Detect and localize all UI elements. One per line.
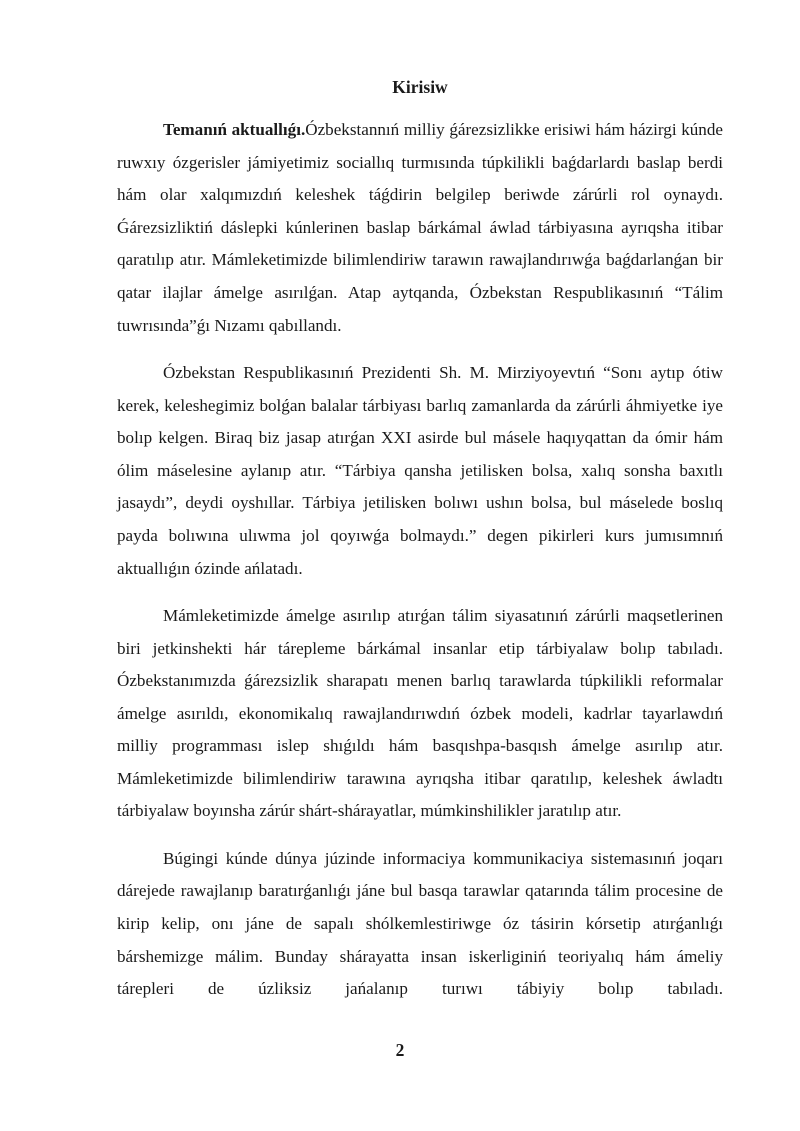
paragraph-text: Ózbekstan Respublikasınıń Prezidenti Sh. M. Mirziyoyevtıń “Sonı aytıp ótiw kerek, keleshegimiz bolǵan balalar tárbiyası barlıq zamanlarda da zárúrli áhmiyetke iye bolıp kelgen. Biraq biz jasap atırǵan XXI asirde bul másele haqıyqattan da ómir hám ólim máselesine aylanıp atır. “Tárbiya qansha jetilisken bolsa, xalıq sonsha baxıtlı jasaydı”, deydi oyshıllar. Tárbiya jetilisken bolıwı ushın bolsa, bul máselede boslıq payda bolıwına ulıwma jol qoyıwǵa bolmaydı.” degen pikirleri kurs jumısımnıń aktuallıǵın ózinde ańlatadı.	[117, 362, 723, 578]
paragraph-president-quote	[117, 357, 723, 585]
paragraph-topic-relevance	[117, 114, 723, 342]
section-heading: Kirisiw	[392, 77, 448, 97]
paragraph-text: Mámleketimizde ámelge asırılıp atırǵan tálim siyasatınıń zárúrli maqsetlerinen biri jetkinshekti hár tárepleme bárkámal insanlar etip tárbiyalaw bolıp tabıladı. Ózbekstanımızda ǵárezsizlik sharapatı menen barlıq tarawlarda túpkilikli reformalar ámelge asırıldı, ekonomikalıq rawajlandırıwdıń ózbek modeli, kadrlar tayarlawdıń milliy programması islep shıǵıldı hám basqıshpa-basqısh ámelge asırılıp atır. Mámleketimizde bilimlendiriw tarawına ayrıqsha itibar qaratılıp, keleshek áwladtı tárbiyalaw boyınsha zárúr shárt-shárayatlar, múmkinshilikler jaratılıp atır.	[117, 605, 723, 821]
page-number: 2	[395, 1040, 405, 1060]
paragraph-text: Búgingi kúnde dúnya júzinde informaciya kommunikaciya sistemasınıń joqarı dárejede rawajlanıp baratırǵanlıǵı jáne bul basqa tarawlar qatarında tálim procesine de kirip kelip, onı jáne de sapalı shólkemlestiriwge óz tásirin kórsetip atırǵanlıǵı bárshemizge málim. Bunday shárayatta insan iskerliginiń teoriyalıq hám ámeliy tárepleri de úzliksiz jańalanıp turıwı tábiyiy bolıp tabıladı.	[117, 848, 723, 999]
document-page	[117, 70, 723, 1006]
paragraph-text: Ózbekstannıń milliy ǵárezsizlikke erisiwi hám házirgi kúnde ruwxıy ózgerisler jámiyetimiz sociallıq turmısında túpkilikli baǵdarlardı baslap berdi hám olar xalqımızdıń keleshek táǵdirin belgilep beriwde zárúrli rol oynaydı. Ǵárezsizliktiń dáslepki kúnlerinen baslap bárkámal áwlad tárbiyasına ayrıqsha itibar qaratılıp atır. Mámleketimizde bilimlendiriw tarawın rawajlandırıwǵa baǵdarlanǵan bir qatar ilajlar ámelge asırılǵan. Atap aytqanda, Ózbekstan Respublikasınıń “Tálim tuwrısında”ǵı Nızamı qabıllandı.	[117, 120, 723, 335]
paragraph-lead: Temanıń aktuallıǵı.	[163, 120, 306, 139]
paragraph-information-systems	[117, 843, 723, 1006]
paragraph-education-policy	[117, 600, 723, 828]
